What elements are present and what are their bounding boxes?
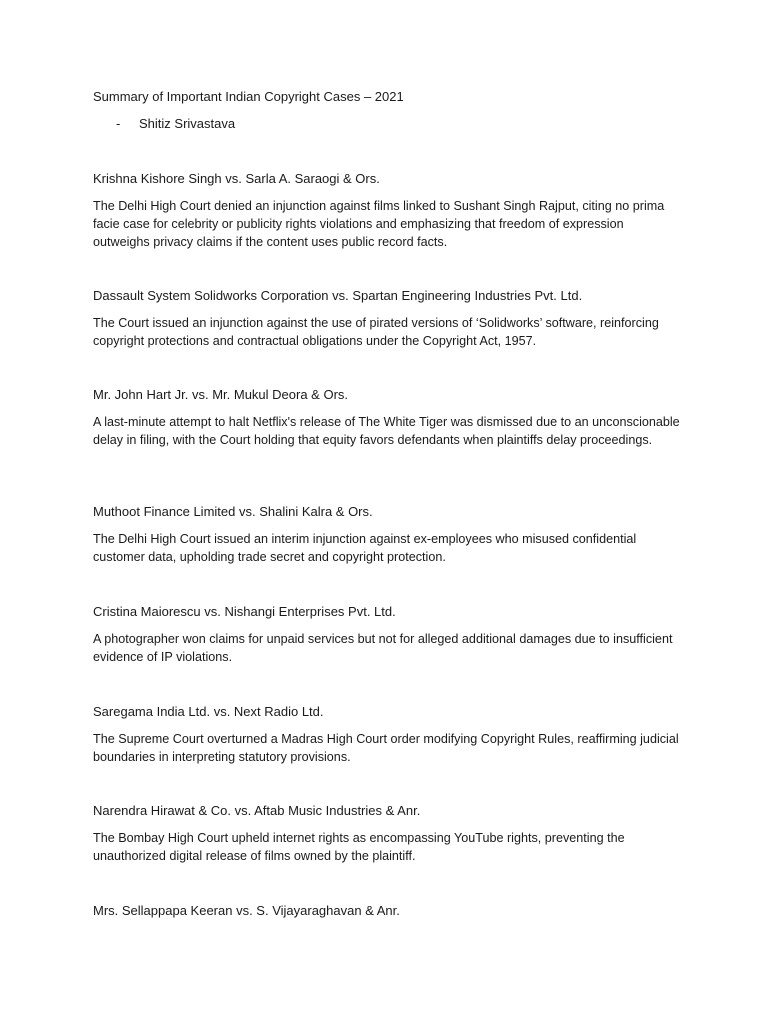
case-entry [93,287,683,350]
case-summary: The Delhi High Court issued an interim injunction against ex-employees who misused confidential customer data, upholding trade secret and copyright protection. [93,532,637,564]
case-entry [93,603,683,666]
case-entry [93,170,683,251]
case-title: Saregama India Ltd. vs. Next Radio Ltd. [93,704,324,719]
author-dash: - [116,116,121,131]
case-summary: The Supreme Court overturned a Madras High Court order modifying Copyright Rules, reaffirming judicial boundaries in interpreting statutory provisions. [93,732,679,764]
case-summary: The Court issued an injunction against the use of pirated versions of ‘Solidworks’ software, reinforcing copyright protections and contractual obligations under the Copyright Act, 1957. [93,316,659,348]
case-entry [93,703,683,766]
case-summary: A photographer won claims for unpaid services but not for alleged additional damages due to insufficient evidence of IP violations. [93,632,673,664]
case-entry [93,902,683,919]
case-title: Dassault System Solidworks Corporation vs. Spartan Engineering Industries Pvt. Ltd. [93,288,583,303]
case-summary: The Bombay High Court upheld internet rights as encompassing YouTube rights, preventing the unauthorized digital release of films owned by the plaintiff. [93,831,625,863]
case-summary: A last-minute attempt to halt Netflix's release of The White Tiger was dismissed due to an unconscionable delay in filing, with the Court holding that equity favors defendants when plaintiffs delay proceedings. [93,415,680,447]
case-title: Krishna Kishore Singh vs. Sarla A. Saraogi & Ors. [93,171,380,186]
case-summary: The Delhi High Court denied an injunction against films linked to Sushant Singh Rajput, citing no prima facie case for celebrity or publicity rights violations and emphasizing that freedom of expression outweighs privacy claims if the content uses public record facts. [93,199,665,249]
case-entry [93,802,683,865]
author-name: Shitiz Srivastava [139,116,236,131]
document-title: Summary of Important Indian Copyright Cases – 2021 [93,89,404,104]
case-title: Cristina Maiorescu vs. Nishangi Enterprises Pvt. Ltd. [93,604,396,619]
case-entry [93,503,683,566]
case-title: Mrs. Sellappapa Keeran vs. S. Vijayaraghavan & Anr. [93,903,400,918]
case-title: Muthoot Finance Limited vs. Shalini Kalra & Ors. [93,504,373,519]
case-entry [93,386,683,449]
case-title: Mr. John Hart Jr. vs. Mr. Mukul Deora & Ors. [93,387,349,402]
case-title: Narendra Hirawat & Co. vs. Aftab Music Industries & Anr. [93,803,421,818]
author-line [116,115,235,132]
